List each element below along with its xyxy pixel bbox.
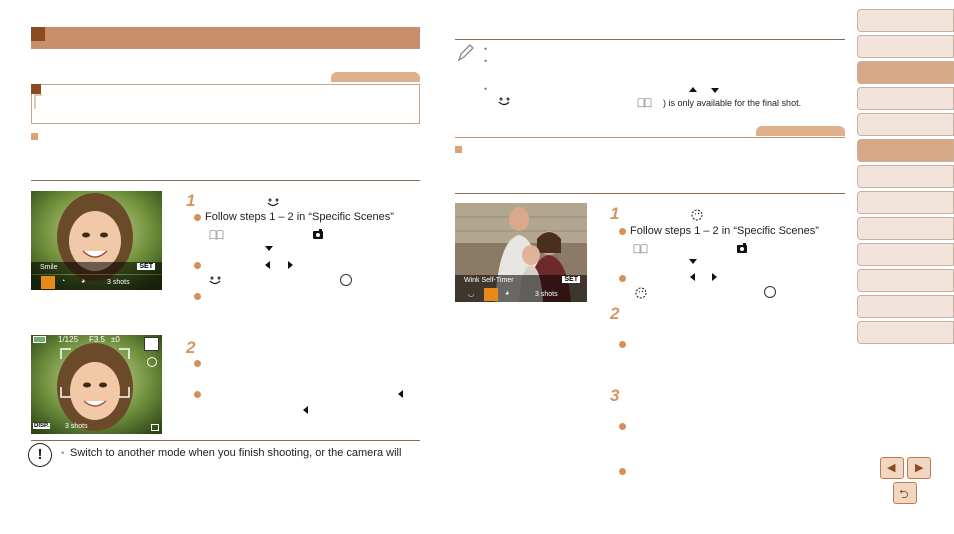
wink-self-timer-icon xyxy=(690,209,704,221)
caution-text: Switch to another mode when you finish shooting, or the camera will xyxy=(70,447,402,459)
back-arrow-icon: ⮌ xyxy=(899,487,909,501)
step-number: 3 xyxy=(610,386,620,405)
back-button[interactable] xyxy=(893,482,917,504)
chapter-tab[interactable] xyxy=(857,191,954,214)
down-arrow-icon xyxy=(265,246,273,251)
set-label: SET xyxy=(139,263,153,270)
up-arrow-icon xyxy=(689,87,697,92)
note-bullet: • xyxy=(484,84,488,94)
right-arrow-icon xyxy=(288,261,293,269)
shots-count: 3 shots xyxy=(65,423,88,430)
set-label: SET xyxy=(564,276,578,283)
wink-option-icon: ◔ xyxy=(61,278,66,285)
down-arrow-icon xyxy=(689,259,697,264)
scene-mode-icon xyxy=(736,242,748,254)
section-title-marker xyxy=(31,27,45,41)
right-arrow-icon xyxy=(712,273,717,281)
storage-icon xyxy=(151,424,159,431)
chapter-tab[interactable] xyxy=(857,321,954,344)
smile-option-icon: ◡ xyxy=(468,291,475,298)
face-option-icon: ◕ xyxy=(81,278,86,285)
bullet xyxy=(619,275,626,282)
subsection-marker xyxy=(31,133,38,140)
chapter-tab[interactable] xyxy=(857,295,954,318)
smile-icon xyxy=(208,275,222,286)
camera-screen-wink xyxy=(455,203,587,302)
mode-tag xyxy=(331,72,420,82)
func-set-button-icon xyxy=(340,274,352,286)
bullet xyxy=(194,293,201,300)
bullet xyxy=(194,262,201,269)
book-ref-icon xyxy=(209,229,224,240)
section-rule xyxy=(455,193,845,194)
caution-bullet: • xyxy=(61,448,65,459)
chapter-tab[interactable] xyxy=(857,87,954,110)
exposure-comp: ±0 xyxy=(111,335,120,344)
chapter-tab[interactable] xyxy=(857,113,954,136)
warning-icon: ! xyxy=(28,443,52,467)
smile-option-icon xyxy=(41,276,55,289)
bullet xyxy=(194,360,201,367)
book-ref-icon xyxy=(637,97,652,108)
subsection-marker xyxy=(455,146,462,153)
shutter-speed: 1/125 xyxy=(58,335,79,344)
note-bullet: • xyxy=(484,56,488,66)
chapter-tab[interactable] xyxy=(857,165,954,188)
left-arrow-icon xyxy=(690,273,695,281)
feature-heading-box xyxy=(31,84,420,124)
prev-page-button[interactable] xyxy=(880,457,904,479)
bullet xyxy=(619,228,626,235)
note-text: ) is only available for the final shot. xyxy=(663,98,802,108)
step-instruction: Follow steps 1 – 2 in “Specific Scenes” xyxy=(205,211,394,223)
step-number: 2 xyxy=(610,304,620,323)
left-arrow-icon xyxy=(265,261,270,269)
flash-off-icon xyxy=(147,357,157,367)
battery-icon xyxy=(33,336,46,343)
next-page-button[interactable] xyxy=(907,457,931,479)
wink-self-timer-icon xyxy=(634,287,648,299)
book-ref-icon xyxy=(633,243,648,254)
disp-label: DISP. xyxy=(34,423,49,429)
mode-label: Smile xyxy=(40,264,58,271)
shots-count: 3 shots xyxy=(535,291,558,298)
mode-label-bar xyxy=(455,275,587,287)
mode-options-bar xyxy=(455,287,587,302)
chapter-tab[interactable] xyxy=(857,269,954,292)
mode-options-bar xyxy=(31,275,162,290)
bullet xyxy=(194,214,201,221)
bullet xyxy=(619,468,626,475)
girl-photo-shooting xyxy=(31,335,162,434)
camera-screen-smile xyxy=(31,191,162,290)
step-instruction: Follow steps 1 – 2 in “Specific Scenes” xyxy=(630,225,819,237)
caution-rule xyxy=(31,440,420,441)
mode-label-bar xyxy=(31,262,162,274)
bullet xyxy=(619,423,626,430)
scene-mode-icon xyxy=(312,228,324,240)
note-bullet: • xyxy=(484,44,488,54)
mode-label: Wink Self-Timer xyxy=(464,277,514,284)
camera-screen-shooting xyxy=(31,335,162,434)
smile-icon xyxy=(497,96,511,107)
step-number: 1 xyxy=(610,204,620,223)
section-rule xyxy=(31,180,420,181)
scene-mode-indicator-icon xyxy=(144,337,159,351)
face-option-icon: ◕ xyxy=(505,290,510,297)
chapter-tab[interactable] xyxy=(857,9,954,32)
left-arrow-icon xyxy=(398,390,403,398)
left-arrow-icon xyxy=(303,406,308,414)
smile-icon xyxy=(266,197,280,208)
bullet xyxy=(619,341,626,348)
chapter-tab[interactable] xyxy=(857,35,954,58)
chapter-tab-active[interactable] xyxy=(857,61,954,84)
mode-tag xyxy=(756,126,845,136)
corner-bracket-icon xyxy=(33,93,43,111)
mode-tag-rule xyxy=(455,137,845,138)
chapter-tab[interactable] xyxy=(857,243,954,266)
chapter-tab-current[interactable] xyxy=(857,139,954,162)
note-rule xyxy=(455,39,845,40)
pencil-icon xyxy=(455,42,475,64)
func-set-button-icon xyxy=(764,286,776,298)
step-number: 1 xyxy=(186,191,196,210)
chapter-tab[interactable] xyxy=(857,217,954,240)
aperture: F3.5 xyxy=(89,335,106,344)
prev-arrow-icon: ◀ xyxy=(887,462,896,474)
step-number: 2 xyxy=(186,338,196,357)
bullet xyxy=(194,391,201,398)
section-title-bar xyxy=(31,27,420,49)
wink-option-icon xyxy=(484,288,498,301)
shots-count: 3 shots xyxy=(107,279,130,286)
down-arrow-icon xyxy=(711,88,719,93)
next-arrow-icon: ▶ xyxy=(915,462,924,474)
